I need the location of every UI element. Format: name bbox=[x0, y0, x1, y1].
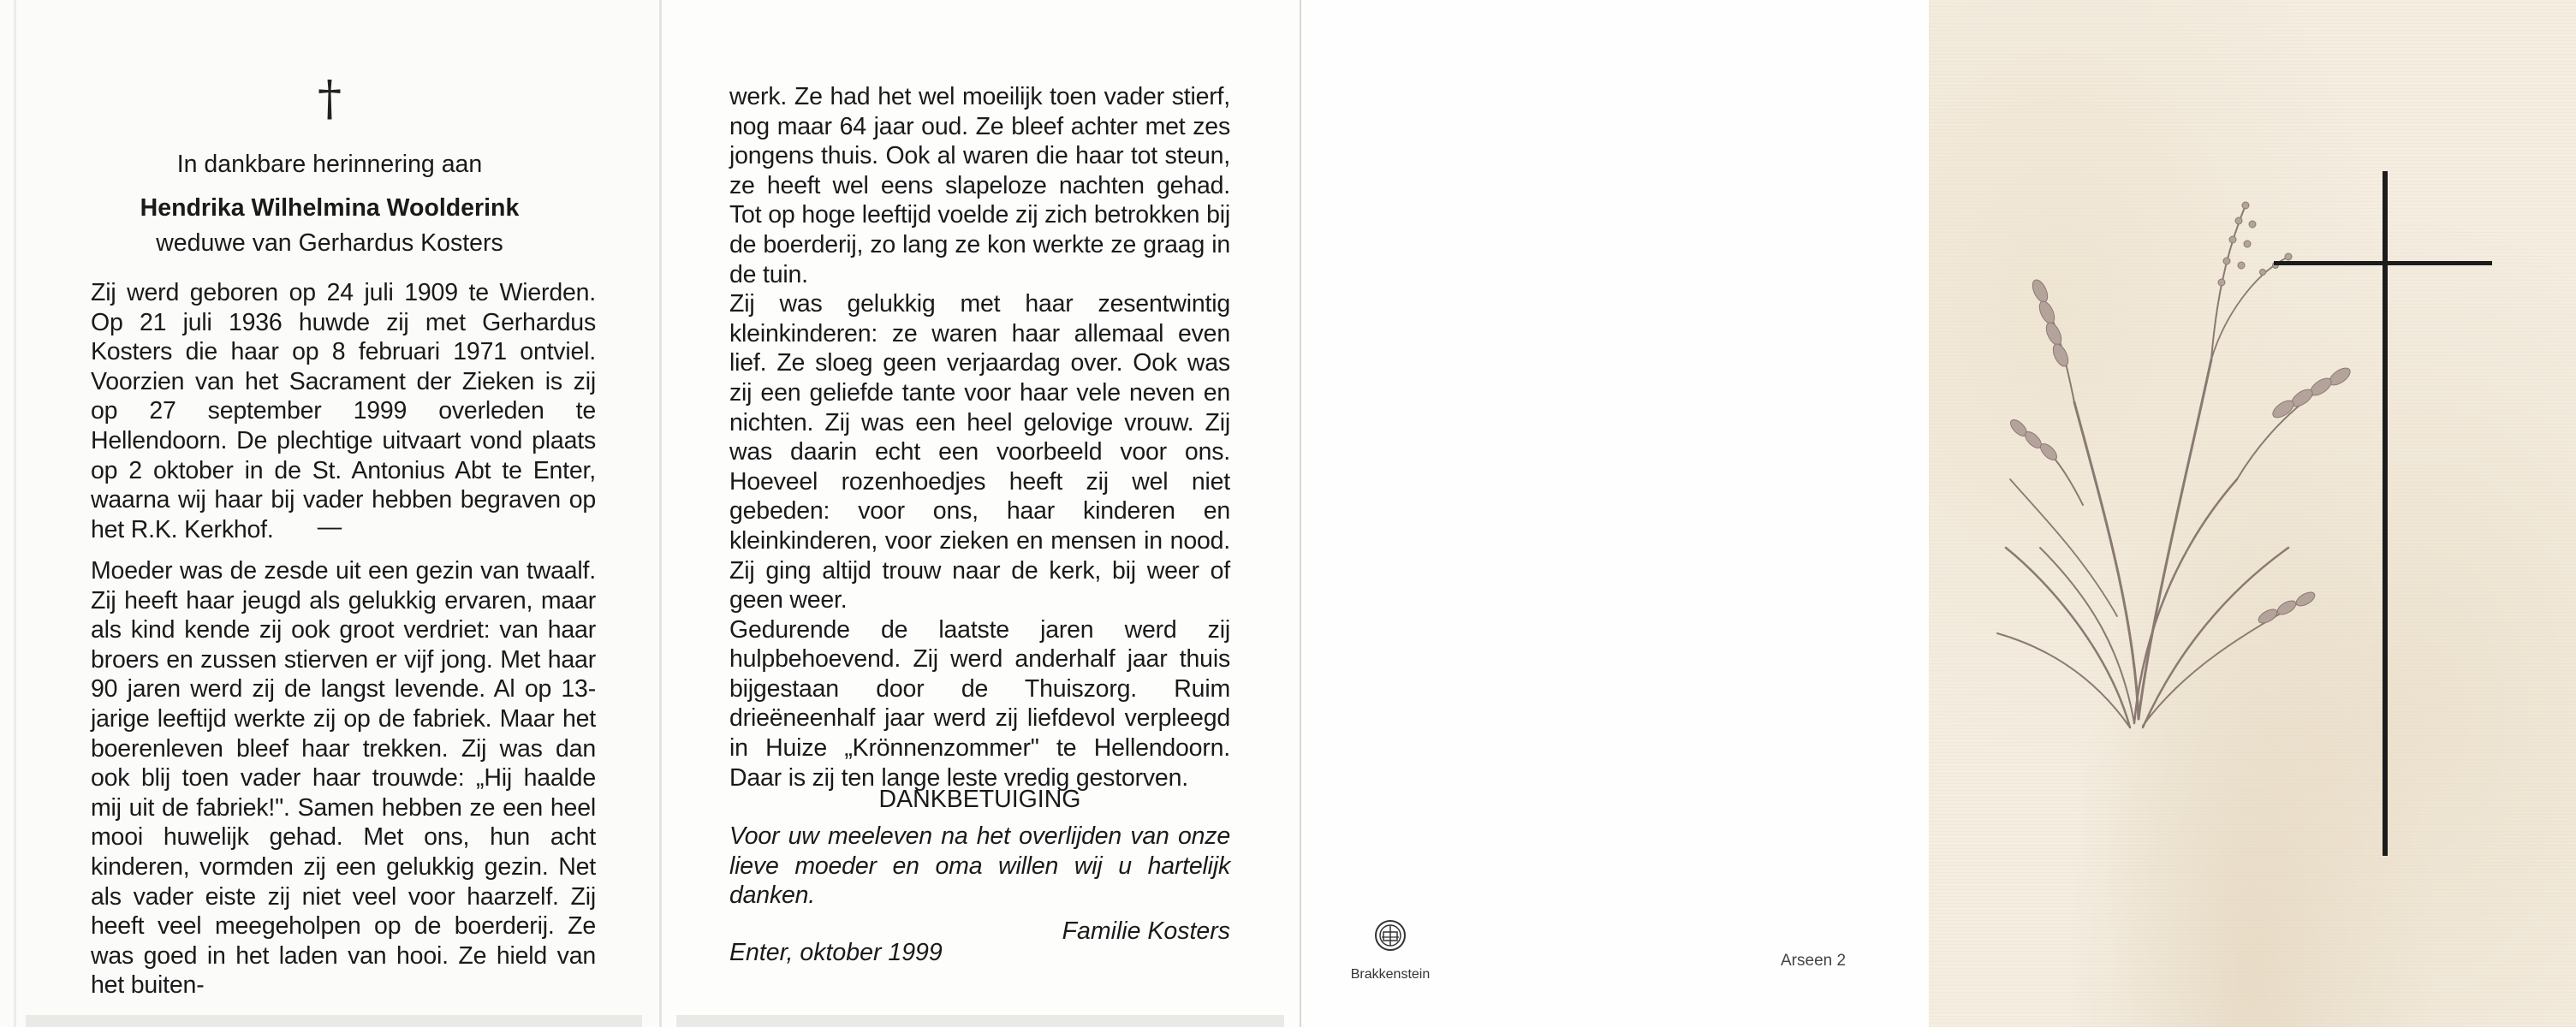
wheat-and-grass-icon bbox=[1997, 205, 2340, 727]
bottom-shadow-middle bbox=[676, 1015, 1284, 1027]
card-divider bbox=[1300, 0, 1301, 1027]
biography-paragraph-3: werk. Ze had het wel moeilijk toen vader stierf, nog maar 64 jaar oud. Ze bleef achter met zes jongens thuis. Ook al waren die haar tot steun, ze heeft wel eens slapeloze nachten gehad. Tot op hoge leeftijd voelde zij zich betrokken bij de boerderij, zo lang ze kon werkte ze graag in de tuin. bbox=[729, 83, 1230, 288]
deceased-name: Hendrika Wilhelmina Woolderink bbox=[140, 194, 520, 222]
series-code: Arseen 2 bbox=[1781, 952, 1847, 970]
biography-paragraph-2: Moeder was de zesde uit een gezin van twaalf. Zij heeft haar jeugd als gelukkig ervaren, maar als kind kende zij ook groot verdriet: van haar broers en zussen stierven er vijf jong. Met haar 90 jaren werd zij de langst levende. Al op 13-jarige leeftijd werkte zij op de fabriek. Maar het boerenleven bleef haar trekken. Zij was dan ook blij toen vader haar trouwde: „Hij haalde mij uit de fabriek!". Samen hebben ze een heel mooi huwelijk gehad. Met ons, hun acht kinderen, vormden zij een gelukkig gezin. Net als vader eiste zij niet veel voor haarzelf. Zij heeft veel meegeholpen op de boerderij. Ze was goed in het laden van hooi. Ze hield van het buiten- bbox=[91, 557, 596, 1000]
center-fold bbox=[659, 0, 662, 1027]
cross-symbol: † bbox=[318, 71, 342, 127]
printer-name: Brakkenstein bbox=[1350, 967, 1431, 982]
thanks-heading: DANKBETUIGING bbox=[878, 786, 1081, 813]
intro-text: In dankbare herinnering aan bbox=[176, 151, 483, 178]
place-date: Enter, oktober 1999 bbox=[729, 939, 943, 966]
card-page-back bbox=[1300, 0, 1929, 1027]
front-illustration bbox=[1929, 0, 2576, 1027]
bottom-shadow-left bbox=[26, 1015, 642, 1027]
widow-of-text: weduwe van Gerhardus Kosters bbox=[156, 229, 503, 257]
brakkenstein-logo-icon bbox=[1373, 918, 1407, 953]
biography-paragraph-1: Zij werd geboren op 24 juli 1909 te Wierden. Op 21 juli 1936 huwde zij met Gerhardus Kosters die haar op 8 februari 1971 ontviel. Voorzien van het Sacrament der Zieken is zij op 27 september 1999 overleden te Hellendoorn. De plechtige uitvaart vond plaats op 2 oktober in de St. Antonius Abt te Enter, waarna wij haar bij vader hebben begraven op het R.K. Kerkhof. bbox=[91, 279, 596, 543]
biography-paragraph-4: Zij was gelukkig met haar zesentwintig kleinkinderen: ze waren haar allemaal even lief. Ze sloeg geen verjaardag over. Ook was zij een geliefde tante voor haar vele neven en nichten. Zij was een heel gelovige vrouw. Zij was daarin echt een voorbeeld voor ons. Hoeveel rozenhoedjes heeft zij wel niet gebeden: voor ons, haar kinderen en kleinkinderen, voor zieken en mensen in nood. Zij ging altijd trouw naar de kerk, bij weer of geen weer. bbox=[729, 290, 1230, 614]
biography-continued bbox=[729, 82, 1230, 793]
separator-dash: — bbox=[317, 514, 342, 541]
latin-cross-icon bbox=[2274, 171, 2492, 856]
thanks-message: Voor uw meeleven na het overlijden van onze lieve moeder en oma willen wij u hartelijk danken. bbox=[729, 822, 1230, 910]
biography-paragraph-5: Gedurende de laatste jaren werd zij hulpbehoevend. Zij werd anderhalf jaar thuis bijgestaan door de Thuiszorg. Ruim drieëneenhalf jaar werd zij liefdevol verpleegd in Huize „Krönnenzommer" te Hellendoorn. Daar is zij ten lange leste vredig gestorven. bbox=[729, 615, 1230, 792]
family-signature: Familie Kosters bbox=[1062, 917, 1230, 945]
